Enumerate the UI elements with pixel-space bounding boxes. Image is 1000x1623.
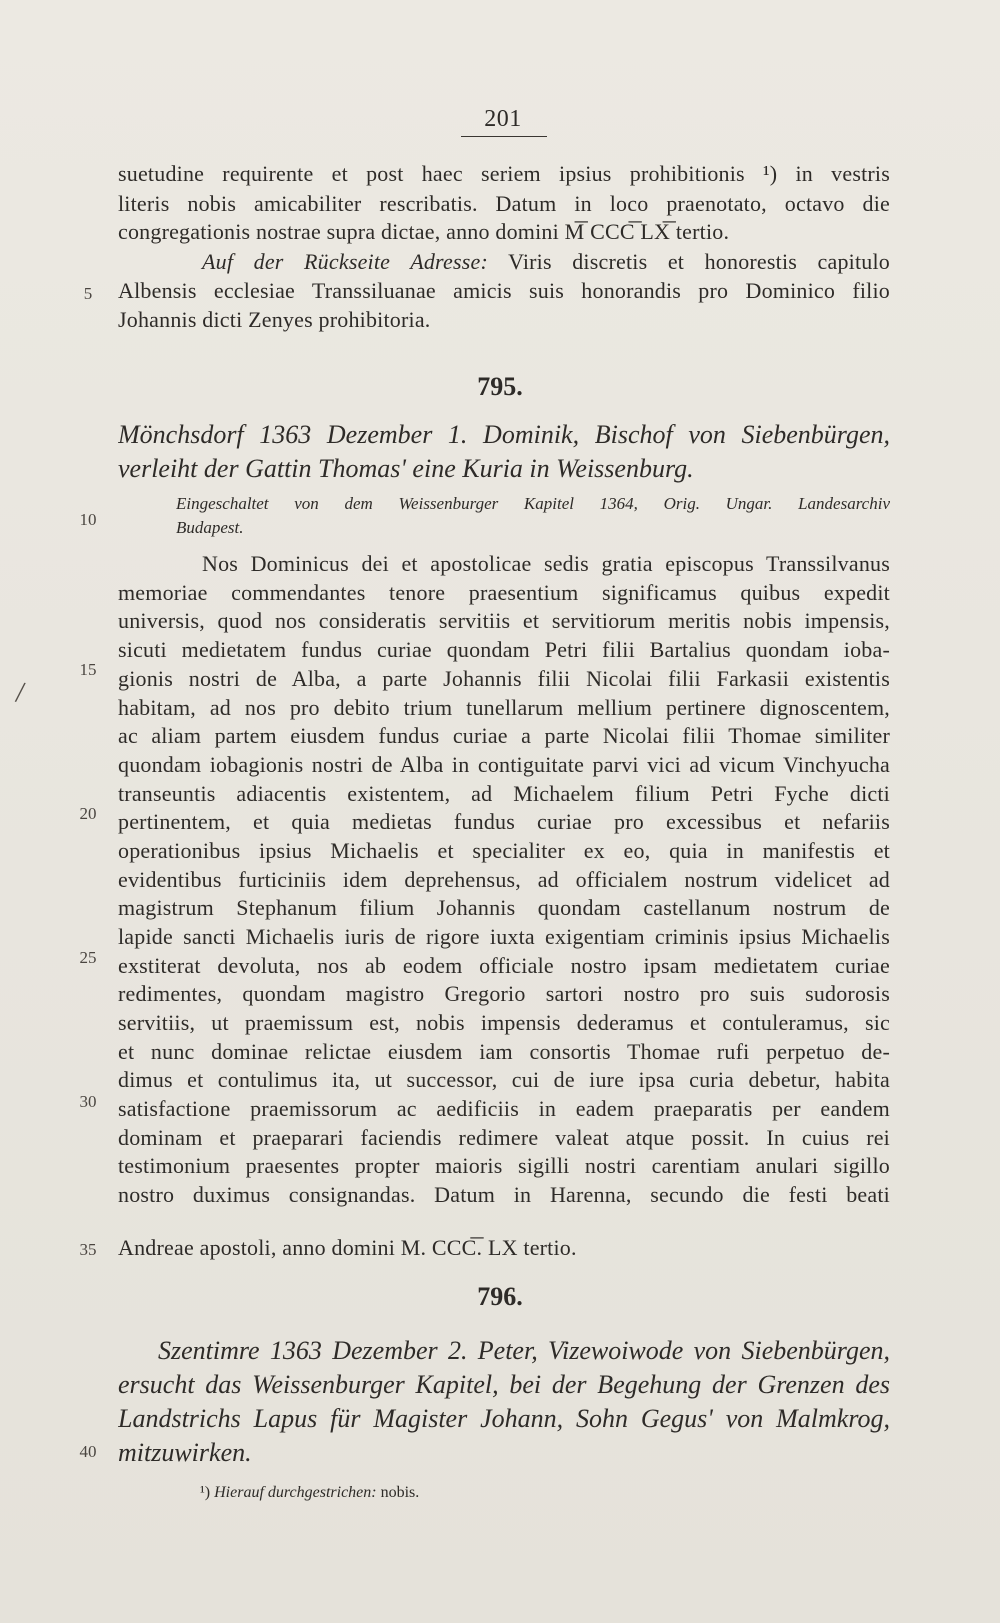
line-number: 10 (79, 510, 97, 529)
text-line-content: Viris discretis et honorestis capitulo (487, 249, 890, 274)
document-heading-line: Mönchsdorf 1363 Dezember 1. Dominik, Bischof von Siebenbürgen, (118, 420, 890, 449)
body-line: Nos Dominicus dei et apostolicae sedis gratia episcopus Transsilvanus (202, 551, 890, 576)
body-line: dimus et contulimus ita, ut successor, cui de iure ipsa curia debetur, habita (118, 1067, 890, 1092)
document-heading-line: Landstrichs Lapus für Magister Johann, Sohn Gegus' von Malmkrog, (118, 1404, 890, 1433)
document-heading-line: ersucht das Weissenburger Kapitel, bei der Begehung der Grenzen des (118, 1370, 890, 1399)
text-line: suetudine requirente et post haec seriem ipsius prohibitionis ¹) in vestris (118, 161, 890, 186)
body-line: habitam, ad nos pro debito trium tunellarum mellium pertinere dignoscentem, (118, 695, 890, 720)
text-line: Albensis ecclesiae Transsiluanae amicis suis honorandis pro Dominico filio (118, 278, 890, 303)
line-number: 20 (79, 804, 97, 823)
footnote (200, 1482, 419, 1504)
body-line: exstiterat devoluta, nos ab eodem officiale nostro ipsam medietatem curiae (118, 953, 890, 978)
footnote-marker: ¹) (200, 1484, 211, 1501)
page-number: 201 (484, 106, 522, 132)
body-line: Andreae apostoli, anno domini M. CCC͞. LX tertio. (118, 1235, 577, 1260)
body-line: servitiis, ut praemissum est, nobis impensis dederamus et contuleramus, sic (118, 1010, 890, 1035)
document-number: 796. (477, 1282, 523, 1311)
source-note-line: Budapest. (176, 518, 244, 537)
body-line: transeuntis adiacentis existentem, ad Michaelem filium Petri Fyche dicti (118, 781, 890, 806)
body-line: dominam et praeparari faciendis redimere valeat atque possit. In cuius rei (118, 1125, 890, 1150)
body-line: magistrum Stephanum filium Johannis quondam castellanum nostrum de (118, 895, 890, 920)
document-heading-line: Szentimre 1363 Dezember 2. Peter, Vizewoiwode von Siebenbürgen, (158, 1336, 890, 1365)
document-heading-line: verleiht der Gattin Thomas' eine Kuria in Weissenburg. (118, 454, 694, 483)
body-line: evidentibus furticiniis idem deprehensus, ad officialem nostrum videlicet ad (118, 867, 890, 892)
body-line: et nunc dominae relictae eiusdem iam consortis Thomae rufi perpetuo de- (118, 1039, 890, 1064)
body-line: memoriae commendantes tenore praesentium significamus quibus expedit (118, 580, 890, 605)
text-line (118, 248, 890, 276)
text-line: literis nobis amicabiliter rescribatis. Datum in loco praenotato, octavo die (118, 191, 890, 216)
body-line: ac aliam partem eiusdem fundus curiae a parte Nicolai filii Thomae similiter (118, 723, 890, 748)
line-number: 30 (79, 1092, 97, 1111)
reverse-side-label: Auf der Rückseite Adresse: (202, 249, 488, 274)
text-line: Johannis dicti Zenyes prohibitoria. (118, 307, 431, 332)
body-line: sicuti medietatem fundus curiae quondam Petri filii Bartalius quondam ioba- (118, 637, 890, 662)
footnote-italic: Hierauf durchgestrichen: (214, 1484, 377, 1501)
body-line: satisfactione praemissorum ac aedificiis in eadem praeparatis per eandem (118, 1096, 890, 1121)
source-note-line: Eingeschaltet von dem Weissenburger Kapitel 1364, Orig. Ungar. Landesarchiv (176, 494, 890, 513)
line-number: 40 (79, 1442, 97, 1461)
line-number: 35 (79, 1240, 97, 1259)
footnote-text: nobis. (376, 1484, 420, 1501)
document-number: 795. (477, 372, 523, 401)
body-line: universis, quod nos consideratis servitiis et servitiorum meritis nobis impensis, (118, 608, 890, 633)
text-line-content: congregationis nostrae supra dictae, anno domini M͞ CCC͞ LX͞ tertio. (118, 219, 730, 244)
line-number: 15 (79, 660, 97, 679)
body-line: redimentes, quondam magistro Gregorio sartori nostro pro suis sudorosis (118, 981, 890, 1006)
margin-slash-mark: / (13, 675, 27, 710)
page-number-rule (461, 136, 547, 137)
body-line: quondam iobagionis nostri de Alba in contiguitate parvi vici ad vicum Vinchyucha (118, 752, 890, 777)
body-line: lapide sancti Michaelis iuris de rigore iuxta exigentiam criminis ipsius Michaelis (118, 924, 890, 949)
body-line: testimonium praesentes propter maioris sigilli nostri carentiam anulari sigillo (118, 1153, 890, 1178)
line-number: 25 (79, 948, 97, 967)
body-line: gionis nostri de Alba, a parte Johannis filii Nicolai filii Farkasii existentis (118, 666, 890, 691)
text-line (118, 218, 890, 246)
document-heading-line: mitzuwirken. (118, 1438, 252, 1467)
line-number: 5 (83, 284, 93, 303)
body-line: operationibus ipsius Michaelis et specialiter ex eo, quia in manifestis et (118, 838, 890, 863)
body-line: pertinentem, et quia medietas fundus curiae pro excessibus et nefariis (118, 809, 890, 834)
body-line: nostro duximus consignandas. Datum in Harenna, secundo die festi beati (118, 1182, 890, 1207)
